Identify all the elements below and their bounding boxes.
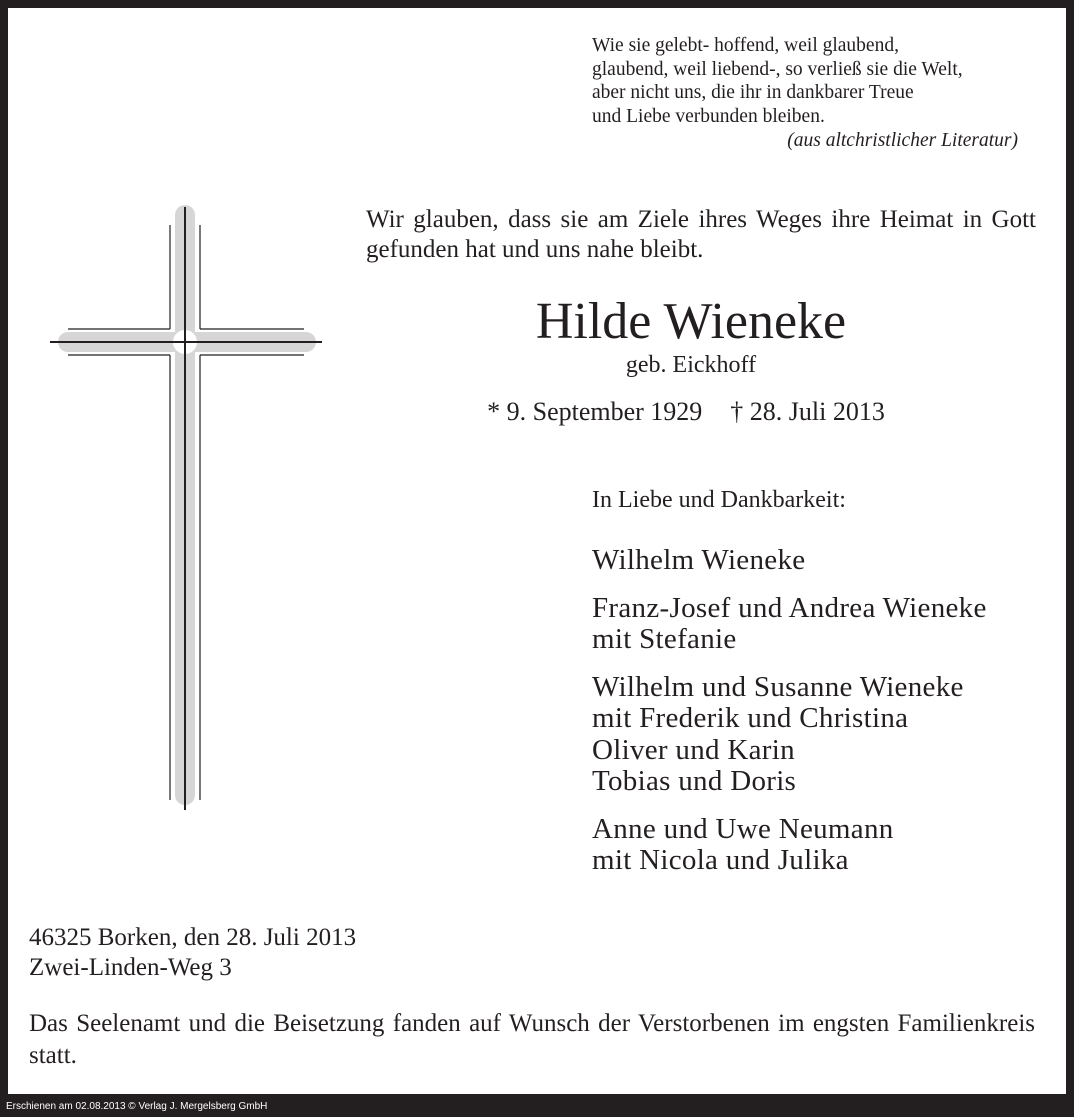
birth-date: * 9. September 1929: [487, 397, 703, 426]
family-list: [592, 545, 1052, 893]
death-date: † 28. Juli 2013: [730, 397, 885, 426]
quote-block: [592, 34, 1032, 128]
family-member: mit Nicola und Julika: [592, 844, 849, 876]
quote-source: (aus altchristlicher Literatur): [787, 130, 1018, 151]
family-member: Anne und Uwe Neumann: [592, 812, 894, 845]
cross-icon: [50, 205, 324, 813]
quote-line: und Liebe verbunden bleiben.: [592, 105, 825, 127]
faith-statement: Wir glauben, dass sie am Ziele ihres Weges ihre Heimat in Gott gefunden hat und uns nahe bleibt.: [366, 206, 1036, 263]
life-dates: [366, 397, 1036, 427]
quote-line: aber nicht uns, die ihr in dankbarer Treue: [592, 82, 914, 103]
family-group: [592, 672, 1052, 798]
family-member: mit Frederik und Christina: [592, 702, 909, 734]
street: Zwei-Linden-Weg 3: [29, 954, 232, 981]
address-block: [29, 923, 356, 983]
place-date: 46325 Borken, den 28. Juli 2013: [29, 924, 357, 951]
family-group: [592, 814, 1052, 877]
family-member: Wilhelm und Susanne Wieneke: [592, 670, 964, 703]
family-member: Franz-Josef und Andrea Wieneke: [592, 591, 987, 624]
family-group: [592, 593, 1052, 656]
deceased-name: Hilde Wieneke: [535, 293, 847, 350]
publisher-footer: Erschienen am 02.08.2013 © Verlag J. Mergelsberg GmbH: [6, 1101, 268, 1112]
thanks-heading: In Liebe und Dankbarkeit:: [592, 487, 846, 513]
family-member: Wilhelm Wieneke: [592, 544, 806, 576]
family-member: Oliver und Karin: [592, 733, 795, 766]
family-member: Tobias und Doris: [592, 765, 797, 797]
maiden-name: geb. Eickhoff: [625, 352, 757, 378]
funeral-notice: Das Seelenamt und die Beisetzung fanden auf Wunsch der Verstorbenen im engsten Familienkreis statt.: [29, 1010, 1035, 1069]
family-member: mit Stefanie: [592, 623, 737, 655]
quote-line: glaubend, weil liebend-, so verließ sie die Welt,: [592, 58, 963, 80]
family-group: [592, 545, 1052, 577]
quote-line: Wie sie gelebt- hoffend, weil glaubend,: [592, 35, 899, 56]
